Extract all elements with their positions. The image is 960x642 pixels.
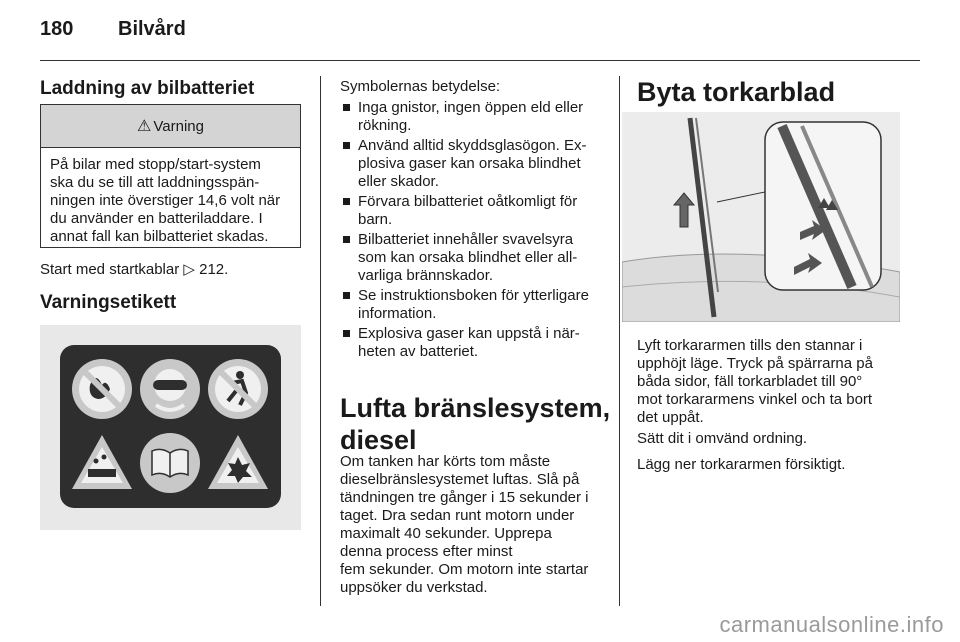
wiper-instruction-paragraph bbox=[637, 337, 907, 427]
warning-triangle-icon: ⚠ bbox=[137, 118, 152, 135]
warning-line: ningen inte överstiger 14,6 volt när bbox=[50, 192, 281, 209]
list-item-line: Explosiva gaser kan uppstå i när- bbox=[358, 325, 580, 342]
lower-arm-paragraph: Lägg ner torkararmen försiktigt. bbox=[637, 456, 846, 473]
list-item bbox=[340, 325, 610, 361]
watermark-url: carmanualsonline.info bbox=[719, 612, 944, 637]
no-fire-icon bbox=[72, 359, 132, 419]
header-rule bbox=[40, 60, 920, 61]
symbols-intro: Symbolernas betydelse: bbox=[340, 78, 501, 95]
list-item-line: Bilbatteriet innehåller svavelsyra bbox=[358, 231, 574, 248]
paragraph-line: Lyft torkararmen tills den stannar i bbox=[637, 337, 863, 354]
heading-line: diesel bbox=[340, 425, 417, 455]
paragraph-line: uppsöker du verkstad. bbox=[340, 579, 488, 596]
list-item-line: varliga brännskador. bbox=[358, 267, 494, 284]
warning-line: ska du se till att laddningsspän- bbox=[50, 174, 260, 191]
list-item-line: Se instruktionsboken för ytterligare bbox=[358, 287, 589, 304]
list-item bbox=[340, 287, 610, 323]
warning-label-illustration bbox=[40, 325, 301, 530]
warning-line: du använder en batteriladdare. I bbox=[50, 210, 263, 227]
paragraph-line: det uppåt. bbox=[637, 409, 704, 426]
list-item-line: Inga gnistor, ingen öppen eld eller bbox=[358, 99, 584, 116]
heading-line: Lufta bränslesystem, bbox=[340, 393, 611, 423]
paragraph-line: tändningen tre gånger i 15 sekunder i bbox=[340, 489, 589, 506]
section-heading-replace-wiper-blade: Byta torkarblad bbox=[637, 77, 836, 107]
warning-title: Varning bbox=[153, 117, 204, 135]
warning-box bbox=[40, 104, 301, 248]
chapter-title: Bilvård bbox=[118, 18, 186, 40]
column-divider-1 bbox=[320, 76, 321, 606]
list-item-line: eller skador. bbox=[358, 173, 439, 190]
reinstall-paragraph: Sätt dit i omvänd ordning. bbox=[637, 430, 808, 447]
bleed-fuel-paragraph bbox=[340, 453, 612, 597]
list-item-line: Använd alltid skyddsglasögon. Ex- bbox=[358, 137, 587, 154]
section-heading-bleed-fuel-system bbox=[340, 392, 610, 456]
page-number: 180 bbox=[40, 18, 74, 40]
paragraph-line: denna process efter minst bbox=[340, 543, 513, 560]
list-item-line: information. bbox=[358, 305, 437, 322]
page-reference-arrow-icon: ▷ bbox=[183, 261, 195, 278]
paragraph-line: upphöjt läge. Tryck på spärrarna på bbox=[637, 355, 873, 372]
paragraph-line: fem sekunder. Om motorn inte startar bbox=[340, 561, 589, 578]
paragraph-line: maximalt 40 sekunder. Upprepa bbox=[340, 525, 552, 542]
section-heading-battery-charging: Laddning av bilbatteriet bbox=[40, 78, 255, 99]
list-item bbox=[340, 231, 610, 285]
warning-line: På bilar med stopp/start-system bbox=[50, 156, 261, 173]
warning-label-graphic bbox=[40, 325, 301, 530]
list-item-line: rökning. bbox=[358, 117, 412, 134]
jump-start-page-link[interactable]: 212. bbox=[199, 261, 229, 278]
paragraph-line: taget. Dra sedan runt motorn under bbox=[340, 507, 575, 524]
list-item-line: barn. bbox=[358, 211, 393, 228]
read-manual-icon bbox=[140, 433, 200, 493]
lift-arrow-icon bbox=[674, 193, 694, 227]
section-heading-warning-label: Varningsetikett bbox=[40, 292, 177, 313]
warning-line: annat fall kan bilbatteriet skadas. bbox=[50, 228, 269, 245]
list-item bbox=[340, 99, 610, 135]
symbol-meaning-list bbox=[340, 99, 610, 363]
safety-goggles-icon bbox=[140, 359, 200, 419]
jump-start-text: Start med startkablar bbox=[40, 261, 180, 278]
list-item bbox=[340, 193, 610, 229]
column-divider-2 bbox=[619, 76, 620, 606]
list-item-line: Förvara bilbatteriet oåtkomligt för bbox=[358, 193, 578, 210]
keep-away-from-children-icon bbox=[208, 359, 268, 419]
paragraph-line: båda sidor, fäll torkarbladet till 90° bbox=[637, 373, 863, 390]
warning-text bbox=[41, 148, 300, 246]
wiper-diagram bbox=[622, 112, 900, 322]
list-item-line: heten av batteriet. bbox=[358, 343, 479, 360]
wiper-blade-illustration bbox=[622, 112, 900, 322]
list-item-line: plosiva gaser kan orsaka blindhet bbox=[358, 155, 581, 172]
paragraph-line: mot torkararmens vinkel och ta bort bbox=[637, 391, 873, 408]
paragraph-line: dieselbränslesystemet luftas. Slå på bbox=[340, 471, 580, 488]
jump-start-reference bbox=[40, 261, 228, 279]
warning-header bbox=[41, 105, 300, 148]
list-item bbox=[340, 137, 610, 191]
list-item-line: som kan orsaka blindhet eller all- bbox=[358, 249, 578, 266]
paragraph-line: Om tanken har körts tom måste bbox=[340, 453, 551, 470]
